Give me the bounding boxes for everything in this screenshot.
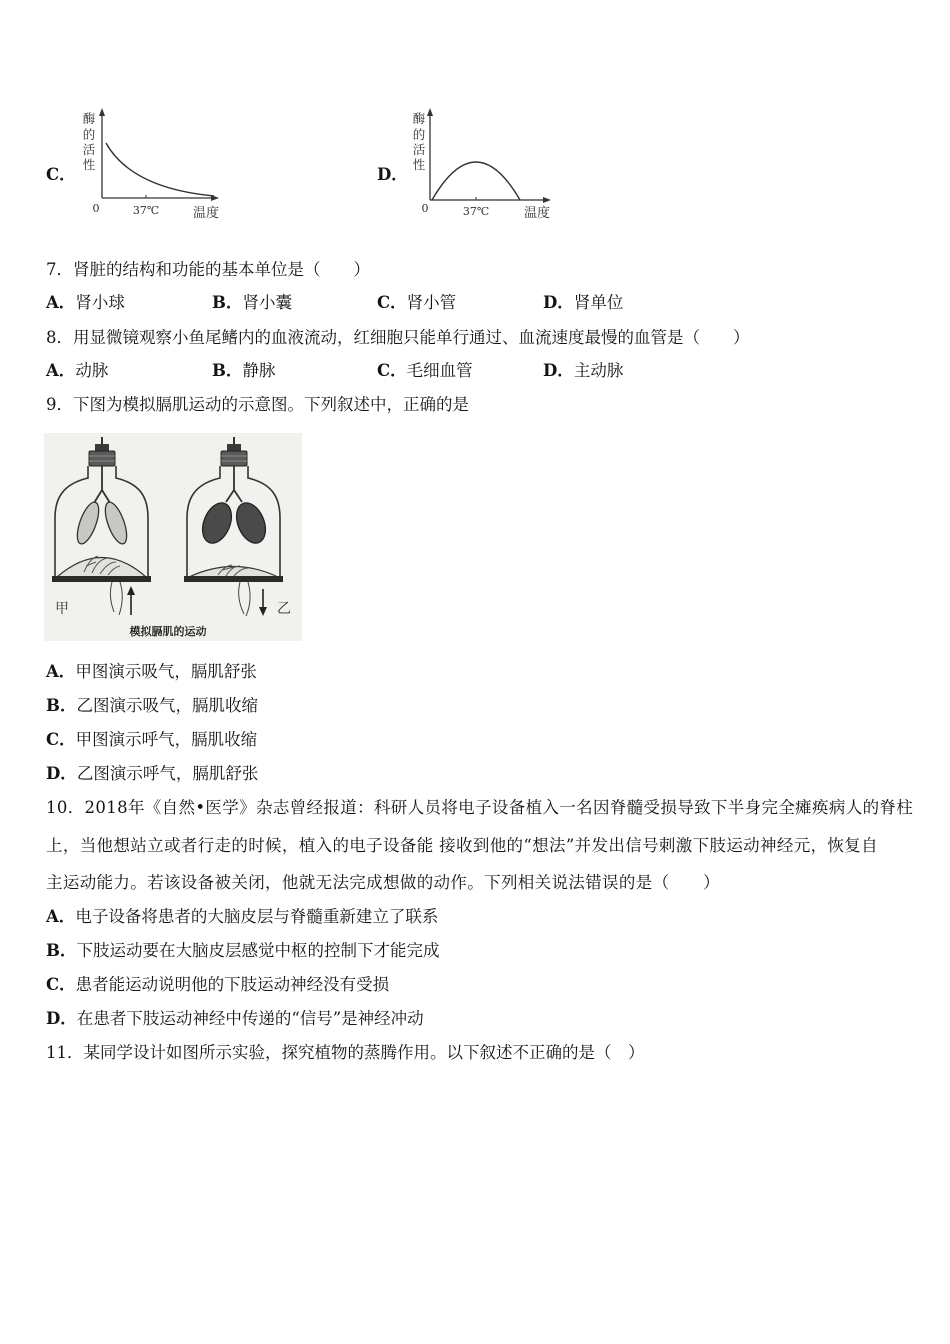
origin-label: 0: [421, 202, 429, 215]
option-a: [46, 907, 438, 927]
question-stem: 2018年《自然•医学》杂志曾经报道：科研人员将电子设备植入一名因脊髓受损导致下半身完全瘫痪病人的脊柱: [84, 798, 914, 817]
y-axis-label-char: 活: [412, 142, 426, 157]
option-b: [212, 361, 275, 381]
option-b: [46, 941, 439, 961]
option-text: 肾小球: [75, 293, 125, 312]
option-d: [46, 1009, 424, 1029]
y-axis-arrow: [427, 108, 433, 116]
question-stem: 某同学设计如图所示实验，探究植物的蒸腾作用。以下叙述不正确的是（ ）: [83, 1043, 645, 1062]
diaphragm-model-figure: [44, 433, 302, 641]
enzyme-activity-curve: [432, 162, 520, 200]
option-text: 静脉: [242, 361, 276, 380]
question-number: 10．: [46, 798, 85, 817]
question-stem: 肾脏的结构和功能的基本单位是（ ）: [73, 260, 370, 279]
option-label: B．: [46, 941, 77, 960]
option-c: [46, 975, 389, 995]
option-label: D．: [46, 764, 77, 783]
option-text: 毛细血管: [406, 361, 473, 380]
y-axis-label-char: 酶: [82, 111, 96, 126]
option-label: B．: [46, 696, 77, 715]
question-stem-line: [46, 260, 370, 280]
jar-base-plate: [184, 576, 283, 582]
option-label: D．: [543, 293, 574, 312]
option-b: [212, 293, 292, 313]
enzyme-activity-graph-d: [405, 104, 565, 222]
option-label: C．: [46, 730, 76, 749]
y-axis-label-char: 的: [412, 127, 426, 142]
option-c: [46, 730, 257, 750]
y-axis-label-char: 活: [82, 142, 96, 157]
enzyme-activity-graph-c: [78, 104, 238, 222]
option-a: [46, 293, 125, 313]
option-text: 乙图演示吸气，膈肌收缩: [76, 696, 258, 715]
x-axis-arrow: [543, 197, 551, 203]
option-label: D．: [377, 165, 408, 184]
y-axis-label-char: 性: [412, 157, 426, 172]
option-label: B．: [212, 293, 243, 312]
option-label: A．: [46, 361, 76, 380]
option-text: 电子设备将患者的大脑皮层与脊髓重新建立了联系: [75, 907, 439, 926]
enzyme-activity-curve: [106, 143, 214, 196]
option-label: C．: [377, 361, 407, 380]
question-stem: 用显微镜观察小鱼尾鳍内的血液流动，红细胞只能单行通过、血流速度最慢的血管是（ ）: [73, 328, 750, 347]
option-text: 肾单位: [573, 293, 624, 312]
question-stem-line: [46, 395, 469, 415]
question-stem: 主运动能力。若该设备被关闭，他就无法完成想做的动作。下列相关说法错误的是（ ）: [46, 873, 720, 892]
question-stem-line: [46, 328, 750, 348]
option-label: C．: [46, 165, 76, 184]
x-axis-label: 温度: [523, 206, 551, 221]
y-axis-arrow: [99, 108, 105, 116]
option-text: 肾小管: [406, 293, 457, 312]
option-label: D．: [543, 361, 574, 380]
option-text: 主动脉: [573, 361, 624, 380]
option-a: [46, 662, 257, 682]
option-d: [543, 361, 623, 381]
option-text: 患者能运动说明他的下肢运动神经没有受损: [75, 975, 390, 994]
option-a: [46, 361, 108, 381]
x-tick-label: 37℃: [132, 204, 160, 217]
question-number: 7．: [46, 260, 73, 279]
rubber-stopper: [89, 451, 115, 466]
option-b: [46, 696, 258, 716]
option-label: A．: [46, 293, 76, 312]
option-label: A．: [46, 662, 76, 681]
x-axis-label: 温度: [192, 206, 220, 221]
jar-base-plate: [52, 576, 151, 582]
option-d: [46, 764, 258, 784]
question-stem-line: [46, 798, 913, 818]
option-label: C．: [377, 293, 407, 312]
y-axis-label-char: 的: [82, 127, 96, 142]
question-stem-line: [46, 836, 878, 856]
option-text: 动脉: [75, 361, 109, 380]
question-number: 11．: [46, 1043, 84, 1062]
y-axis-label-char: 性: [82, 157, 96, 172]
option-text: 下肢运动要在大脑皮层感觉中枢的控制下才能完成: [76, 941, 440, 960]
option-c: [377, 293, 456, 313]
question-stem-line: [46, 873, 720, 893]
yi-label: 乙: [277, 601, 291, 617]
figure-caption: 模拟膈肌的运动: [129, 625, 207, 638]
option-c: [377, 361, 473, 381]
option-text: 甲图演示吸气，膈肌舒张: [75, 662, 257, 681]
origin-label: 0: [92, 202, 100, 215]
question-stem-line: [46, 1043, 645, 1063]
y-axis-label-char: 酶: [412, 111, 426, 126]
question-stem: 下图为模拟膈肌运动的示意图。下列叙述中，正确的是: [73, 395, 469, 414]
option-label: A．: [46, 907, 76, 926]
option-text: 肾小囊: [242, 293, 292, 312]
option-label: C．: [46, 975, 76, 994]
question-number: 8．: [46, 328, 73, 347]
option-text: 在患者下肢运动神经中传递的“信号”是神经冲动: [76, 1009, 424, 1028]
x-tick-label: 37℃: [462, 205, 490, 218]
rubber-stopper: [221, 451, 247, 466]
question-stem: 上，当他想站立或者行走的时候，植入的电子设备能 接收到他的“想法”并发出信号刺激下肢运动神经元，恢复自: [46, 836, 878, 855]
option-label: B．: [212, 361, 243, 380]
option-label: D．: [46, 1009, 77, 1028]
option-d: [543, 293, 623, 313]
jia-label: 甲: [55, 601, 69, 617]
question-number: 9．: [46, 395, 73, 414]
option-text: 乙图演示呼气，膈肌舒张: [76, 764, 259, 783]
option-text: 甲图演示呼气，膈肌收缩: [75, 730, 258, 749]
